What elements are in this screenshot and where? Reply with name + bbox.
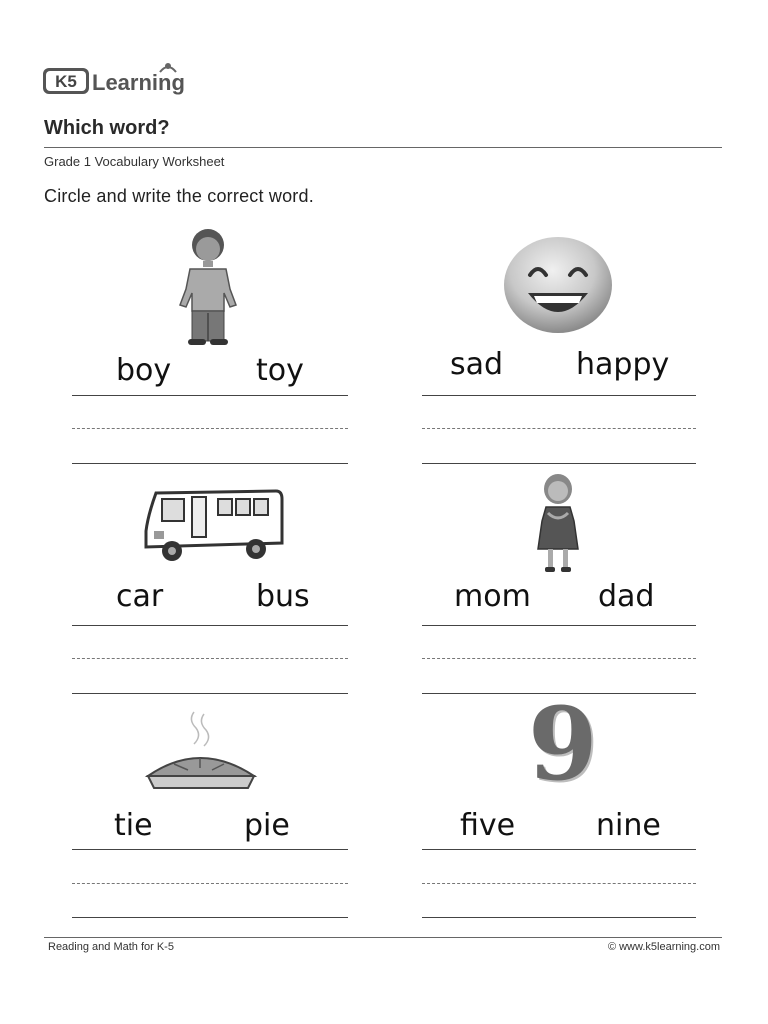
word-option-2[interactable]: pie — [244, 808, 290, 843]
svg-text:K5: K5 — [55, 72, 77, 91]
word-option-1[interactable]: boy — [116, 353, 172, 388]
girl-icon — [534, 471, 582, 575]
footer-tagline: Reading and Math for K-5 — [48, 941, 174, 953]
writing-line-top — [72, 849, 348, 850]
word-option-2[interactable]: happy — [576, 347, 670, 382]
word-option-1[interactable]: mom — [454, 579, 531, 614]
footer-copyright-link[interactable]: © www.k5learning.com — [607, 941, 720, 953]
writing-line-top — [422, 395, 696, 396]
k5-learning-logo — [42, 60, 212, 100]
writing-line-top — [422, 625, 696, 626]
word-option-1[interactable]: five — [460, 808, 516, 843]
writing-line-middle — [422, 428, 696, 429]
svg-text:Learning: Learning — [92, 70, 185, 95]
writing-line-middle — [72, 428, 348, 429]
happy-face-icon — [502, 235, 614, 335]
writing-line-bottom[interactable] — [422, 917, 696, 918]
bus-icon — [142, 485, 286, 565]
item-five-nine — [420, 680, 700, 920]
word-option-1[interactable]: car — [116, 579, 164, 614]
writing-line-middle — [72, 883, 348, 884]
item-mom-dad — [420, 455, 700, 695]
boy-icon — [170, 225, 246, 349]
word-option-1[interactable]: sad — [450, 347, 504, 382]
page-title: Which word? — [44, 117, 170, 139]
item-tie-pie — [70, 680, 350, 920]
word-option-2[interactable]: bus — [256, 579, 310, 614]
word-option-2[interactable]: nine — [596, 808, 661, 843]
writing-line-middle — [422, 883, 696, 884]
header-divider — [44, 147, 722, 148]
writing-line-top — [422, 849, 696, 850]
word-option-1[interactable]: tie — [114, 808, 153, 843]
item-boy-toy — [70, 225, 350, 465]
writing-line-bottom[interactable] — [72, 917, 348, 918]
writing-line-middle — [72, 658, 348, 659]
writing-line-top — [72, 395, 348, 396]
word-option-2[interactable]: toy — [256, 353, 304, 388]
footer-divider — [44, 937, 722, 938]
page-subtitle: Grade 1 Vocabulary Worksheet — [44, 154, 225, 169]
item-sad-happy — [420, 225, 700, 465]
instruction-text: Circle and write the correct word. — [44, 186, 314, 206]
item-car-bus — [70, 455, 350, 695]
number-nine-icon: 9 — [528, 685, 598, 803]
pie-icon — [144, 710, 258, 800]
writing-line-middle — [422, 658, 696, 659]
writing-line-top — [72, 625, 348, 626]
word-option-2[interactable]: dad — [598, 579, 655, 614]
